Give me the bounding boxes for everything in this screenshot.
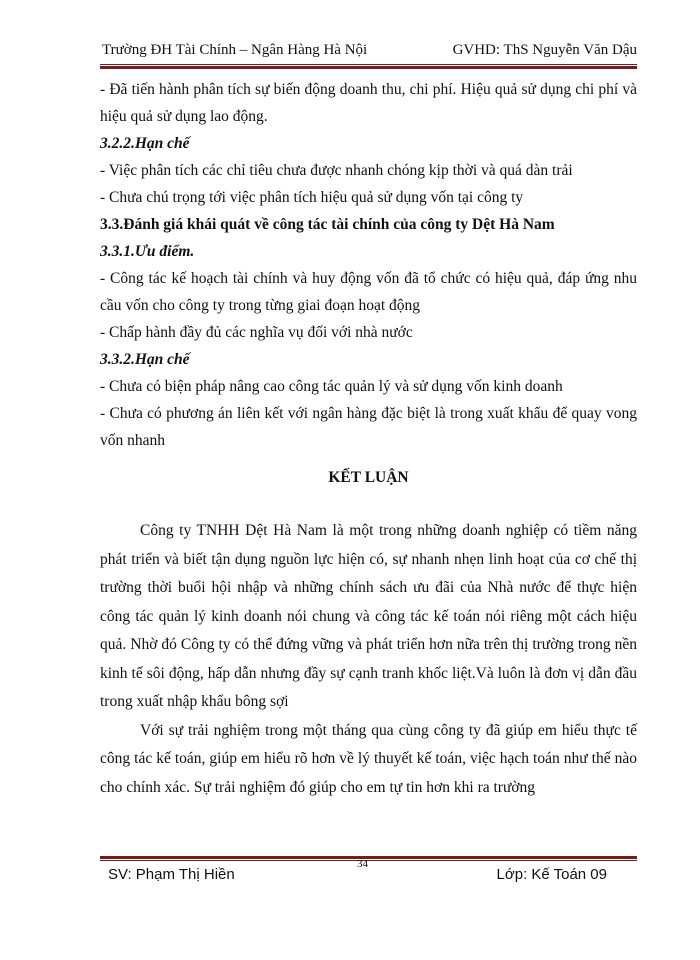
body-line-1: - Đã tiến hành phân tích sự biến động doanh thu, chi phí. Hiệu quả sử dụng chi phí và hiệu quả sử dụng lao động. bbox=[100, 81, 637, 125]
header-school: Trường ĐH Tài Chính – Ngân Hàng Hà Nội bbox=[102, 42, 368, 58]
body-line-3: - Chưa chú trọng tới việc phân tích hiệu quả sử dụng vốn tại công ty bbox=[100, 189, 524, 206]
conclusion-title: KẾT LUẬN bbox=[328, 469, 409, 486]
page-footer bbox=[100, 866, 637, 888]
page-body bbox=[100, 76, 637, 802]
heading-3-3: 3.3.Đánh giá khái quát về công tác tài chính của công ty Dệt Hà Nam bbox=[100, 216, 555, 233]
conclusion-paragraph-1: Công ty TNHH Dệt Hà Nam là một trong những doanh nghiệp có tiềm năng phát triển và biết tận dụng nguồn lực hiện có, sự nhanh nhẹn linh hoạt của cơ chế thị trường thời buổi hội nhập và những chính sách ưu đãi của Nhà nước để thực hiện công tác quản lý kinh doanh nói chung và công tác kế toán nói riêng một cách hiệu quả. Nhờ đó Công ty có thể đứng vững và phát triển hơn nữa trên thị trường trong nền kinh tế sôi động, hấp dẫn nhưng đầy sự cạnh tranh khốc liệt.Và luôn là đơn vị dẫn đầu trong xuất nhập khẩu bông sợi bbox=[100, 522, 637, 710]
footer-student: SV: Phạm Thị Hiền bbox=[108, 866, 235, 883]
heading-3-3-2: 3.3.2.Hạn chế bbox=[100, 351, 190, 368]
page-header bbox=[100, 42, 637, 64]
body-line-7: - Chưa có phương án liên kết với ngân hàng đặc biệt là trong xuất khẩu để quay vong vốn nhanh bbox=[100, 405, 637, 449]
footer-class: Lớp: Kế Toán 09 bbox=[496, 866, 607, 883]
footer-rule bbox=[100, 856, 637, 861]
header-advisor: GVHD: ThS Nguyễn Văn Dậu bbox=[452, 42, 637, 58]
page-number: 34 bbox=[357, 858, 368, 870]
header-rule bbox=[100, 64, 637, 69]
heading-3-3-1: 3.3.1.Ưu điểm. bbox=[100, 243, 195, 260]
body-line-5: - Chấp hành đầy đủ các nghĩa vụ đối với nhà nước bbox=[100, 324, 413, 341]
body-line-6: - Chưa có biện pháp nâng cao công tác quản lý và sử dụng vốn kinh doanh bbox=[100, 378, 563, 395]
body-line-2: - Việc phân tích các chỉ tiêu chưa được nhanh chóng kịp thời và quá dàn trải bbox=[100, 162, 573, 179]
conclusion-paragraph-2: Với sự trải nghiệm trong một tháng qua cùng công ty đã giúp em hiểu thực tế công tác kế toán, giúp em hiểu rõ hơn về lý thuyết kế toán, việc hạch toán như thế nào cho chính xác. Sự trải nghiệm đó giúp cho em tự tin hơn khi ra trường bbox=[100, 721, 637, 796]
heading-3-2-2: 3.2.2.Hạn chế bbox=[100, 135, 190, 152]
body-line-4: - Công tác kế hoạch tài chính và huy động vốn đã tổ chức có hiệu quả, đáp ứng nhu cầu vốn cho công ty trong từng giai đoạn hoạt động bbox=[100, 270, 637, 314]
